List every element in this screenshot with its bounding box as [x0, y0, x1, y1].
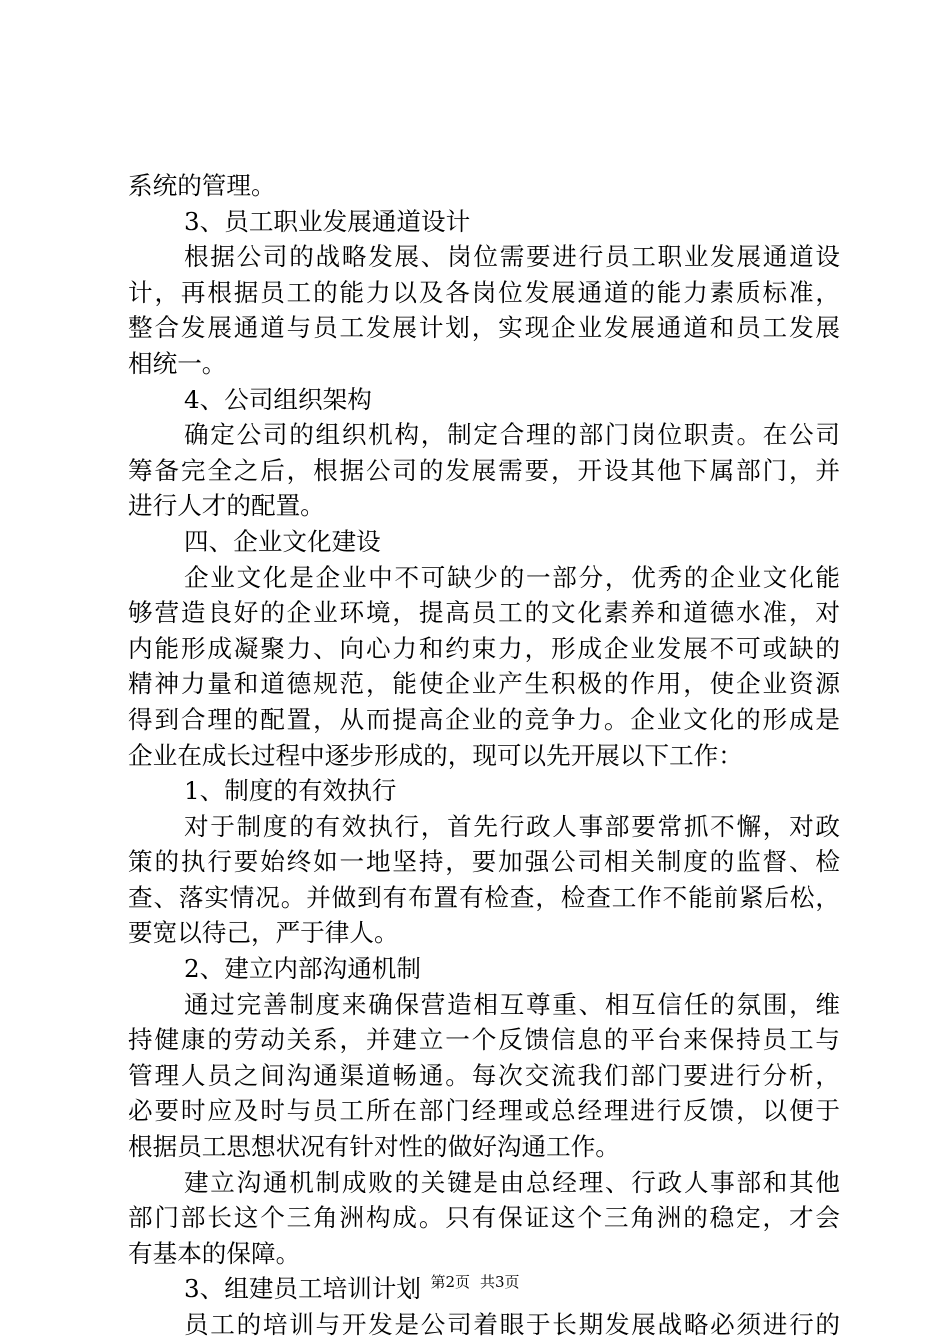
text-line: 进行人才的配置。	[128, 491, 325, 521]
text-line: 计，再根据员工的能力以及各岗位发展通道的能力素质标准，	[128, 277, 840, 307]
text-line: 筹备完全之后，根据公司的发展需要，开设其他下属部门，并	[128, 455, 840, 485]
text-line: 企业文化是企业中不可缺少的一部分，优秀的企业文化能	[184, 562, 840, 592]
text-line: 根据员工思想状况有针对性的做好沟通工作。	[128, 1132, 620, 1162]
page-footer	[0, 1272, 950, 1292]
text-line: 1、制度的有效执行	[184, 776, 397, 806]
text-line: 得到合理的配置，从而提高企业的竞争力。企业文化的形成是	[128, 704, 840, 734]
text-line: 2、建立内部沟通机制	[184, 954, 421, 984]
text-line: 持健康的劳动关系，并建立一个反馈信息的平台来保持员工与	[128, 1025, 840, 1055]
text-line: 建立沟通机制成败的关键是由总经理、行政人事部和其他	[184, 1167, 840, 1197]
text-line: 相统一。	[128, 348, 227, 378]
text-line: 四、企业文化建设	[184, 526, 381, 556]
text-line: 够营造良好的企业环境，提高员工的文化素养和道德水准，对	[128, 598, 840, 628]
text-line: 有基本的保障。	[128, 1238, 301, 1268]
text-line: 整合发展通道与员工发展计划，实现企业发展通道和员工发展	[128, 313, 840, 343]
text-line: 策的执行要始终如一地坚持，要加强公司相关制度的监督、检	[128, 847, 840, 877]
document-body	[128, 168, 840, 1343]
text-line: 员工的培训与开发是公司着眼于长期发展战略必须进行的	[184, 1310, 840, 1339]
text-line: 管理人员之间沟通渠道畅通。每次交流我们部门要进行分析，	[128, 1060, 840, 1090]
text-line: 对于制度的有效执行，首先行政人事部要常抓不懈，对政	[184, 811, 840, 841]
text-line: 内能形成凝聚力、向心力和约束力，形成企业发展不可或缺的	[128, 633, 840, 663]
page-total: 共3页	[480, 1273, 520, 1291]
text-line: 企业在成长过程中逐步形成的，现可以先开展以下工作：	[128, 740, 743, 770]
text-line: 3、组建员工培训计划	[184, 1274, 421, 1304]
text-line: 部门部长这个三角洲构成。只有保证这个三角洲的稳定，才会	[128, 1203, 840, 1233]
text-line: 精神力量和道德规范，能使企业产生积极的作用，使企业资源	[128, 669, 840, 699]
text-line: 查、落实情况。并做到有布置有检查，检查工作不能前紧后松，	[128, 882, 840, 912]
text-line: 4、公司组织架构	[184, 384, 372, 414]
text-line: 根据公司的战略发展、岗位需要进行员工职业发展通道设	[184, 242, 840, 272]
text-line: 系统的管理。	[128, 171, 276, 200]
text-line: 必要时应及时与员工所在部门经理或总经理进行反馈，以便于	[128, 1096, 840, 1126]
text-line: 通过完善制度来确保营造相互尊重、相互信任的氛围，维	[184, 989, 840, 1019]
text-line: 3、员工职业发展通道设计	[184, 206, 471, 236]
text-line: 确定公司的组织机构，制定合理的部门岗位职责。在公司	[184, 420, 840, 450]
text-line: 要宽以待己，严于律人。	[128, 918, 399, 948]
page-number: 第2页	[430, 1273, 470, 1291]
